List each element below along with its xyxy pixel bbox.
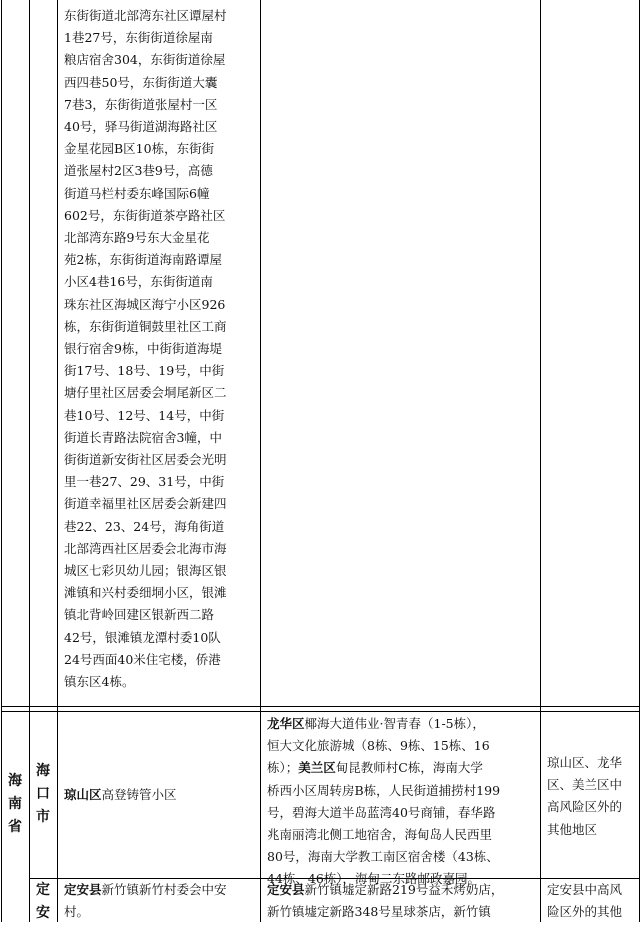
text-line: 高风险区外的 xyxy=(547,799,623,815)
text-line xyxy=(267,802,539,824)
text-line: 金星花园B区10栋，东街街 xyxy=(64,141,215,157)
text-line: 区、美兰区中 xyxy=(547,777,623,793)
divider-col4 xyxy=(540,0,541,922)
province-char: 海 xyxy=(8,773,22,789)
text-line: 1巷27号，东街街道徐屋南 xyxy=(64,30,213,46)
text-line: 小区4巷16号，东街街道南 xyxy=(64,274,213,290)
divider-col3 xyxy=(260,0,261,922)
text-line: 琼山区、龙华 xyxy=(547,755,623,770)
text-line: 街道幸福里社区居委会新建四 xyxy=(64,496,227,512)
text-line: 7巷3，东街街道张屋村一区 xyxy=(64,96,218,112)
province-char: 南 xyxy=(8,796,22,812)
dingan-low-risk xyxy=(267,879,539,923)
text-line: 北部湾西社区居委会北海市海 xyxy=(64,540,227,556)
text-line xyxy=(267,713,539,735)
border-right xyxy=(639,0,640,922)
district-name: 定安县 xyxy=(267,882,305,897)
text-line: 其他地区 xyxy=(547,821,598,837)
area-text: 村。 xyxy=(64,904,90,920)
province-char: 省 xyxy=(8,819,22,835)
dingan-other-area xyxy=(547,879,639,923)
medium-district: 琼山区 xyxy=(64,787,102,802)
area-text: 新竹镇墟定新路219号益禾烤奶店， xyxy=(304,882,504,897)
text-line: 东街街道北部湾东社区谭屋村 xyxy=(64,8,227,23)
dingan-medium-risk xyxy=(64,879,260,923)
text-line xyxy=(267,901,539,923)
row-divider-hainan xyxy=(1,711,640,712)
county-char: 安 xyxy=(36,905,50,921)
text-line: 602号，东街街道茶亭路社区 xyxy=(64,207,226,223)
text-line: 街道马栏村委东峰国际6幢 xyxy=(64,185,210,201)
area-text: 甸昆教师村C栋，海南大学 xyxy=(335,760,483,776)
area-text: 栋）； xyxy=(267,760,299,776)
text-line: 塘仔里社区居委会垌尾新区二 xyxy=(64,385,227,401)
text-line: 北部湾东路9号东大金星花 xyxy=(64,230,210,246)
area-text: 44栋、46栋），海甸二东路邮政嘉园。 xyxy=(267,871,481,887)
text-line xyxy=(267,735,539,757)
haikou-low-risk xyxy=(267,713,539,891)
divider-col2 xyxy=(57,0,58,922)
text-line: 24号西面40米住宅楼，侨港 xyxy=(64,651,221,667)
area-text: 新竹镇墟定新路348号星球茶店，新竹镇 xyxy=(267,904,491,920)
medium-area: 高登铸管小区 xyxy=(101,787,177,802)
text-line: 镇东区4栋。 xyxy=(64,674,135,690)
city-char: 市 xyxy=(36,809,50,825)
text-line: 栋，东街街道铜鼓里社区工商 xyxy=(64,318,227,334)
text-line: 巷22、23、24号，海角街道 xyxy=(64,518,225,534)
city-char: 海 xyxy=(36,763,50,779)
area-text: 新竹镇新竹村委会中安 xyxy=(101,882,227,897)
city-char: 口 xyxy=(36,786,50,802)
text-line: 西四巷50号，东街街道大囊 xyxy=(64,74,218,90)
text-line: 苑2栋，东街街道海南路谭屋 xyxy=(64,252,222,268)
text-line: 城区七彩贝幼儿园；银海区银 xyxy=(64,563,227,579)
text-line: 40号，驿马街道湖海路社区 xyxy=(64,119,218,135)
text-line: 珠东社区海城区海宁小区926 xyxy=(64,296,226,312)
area-text: 恒大文化旅游城（8栋、9栋、15栋、16 xyxy=(267,738,490,754)
haikou-other-area xyxy=(547,752,639,841)
text-line: 粮店宿舍304，东街街道徐屋 xyxy=(64,52,226,68)
province-label xyxy=(7,770,23,839)
text-line xyxy=(64,879,260,901)
text-line xyxy=(267,879,539,901)
haikou-medium-risk xyxy=(64,784,260,806)
text-line: 镇北背岭回建区银新西二路 xyxy=(64,607,215,623)
text-line xyxy=(267,846,539,868)
area-text: 兆南丽湾北侧工地宿舍，海甸岛人民西里 xyxy=(267,827,493,843)
text-line: 定安县中高风 xyxy=(547,882,623,897)
text-line: 巷10号、12号、14号，中街 xyxy=(64,407,225,423)
text-line xyxy=(267,780,539,802)
text-line: 街17号、18号、19号，中街 xyxy=(64,363,225,379)
county-label xyxy=(35,879,51,925)
district-name: 美兰区 xyxy=(298,760,336,776)
city-label xyxy=(35,760,51,829)
text-line: 险区外的其他 xyxy=(547,904,623,920)
district-name: 龙华区 xyxy=(267,716,305,731)
text-line: 滩镇和兴村委细垌小区，银滩 xyxy=(64,585,227,601)
row-divider-top xyxy=(1,706,640,707)
text-line: 街道长青路法院宿舍3幢，中 xyxy=(64,429,222,445)
area-text: 椰海大道伟业·智青春（1-5栋）， xyxy=(304,716,485,731)
text-line: 里一巷27、29、31号，中街 xyxy=(64,474,225,490)
text-line xyxy=(64,901,260,923)
text-line: 银行宿舍9栋，中街街道海堤 xyxy=(64,341,222,357)
area-text: 80号，海南大学教工南区宿舍楼（43栋、 xyxy=(267,849,499,865)
text-line: 街街道新安街社区居委会光明 xyxy=(64,452,227,468)
top-medium-risk-text xyxy=(64,5,260,693)
text-line: 道张屋村2区3巷9号，高德 xyxy=(64,163,213,179)
district-name: 定安县 xyxy=(64,882,102,897)
border-left xyxy=(1,0,2,922)
area-text: 桥西小区周转房B栋，人民街道捕捞村199 xyxy=(267,782,501,798)
divider-col1 xyxy=(29,0,30,922)
area-text: 号，碧海大道半岛蓝湾40号商铺，春华路 xyxy=(267,804,496,820)
text-line xyxy=(267,824,539,846)
text-line: 42号，银滩镇龙潭村委10队 xyxy=(64,629,221,645)
text-line xyxy=(267,757,539,779)
county-char: 定 xyxy=(36,882,50,898)
